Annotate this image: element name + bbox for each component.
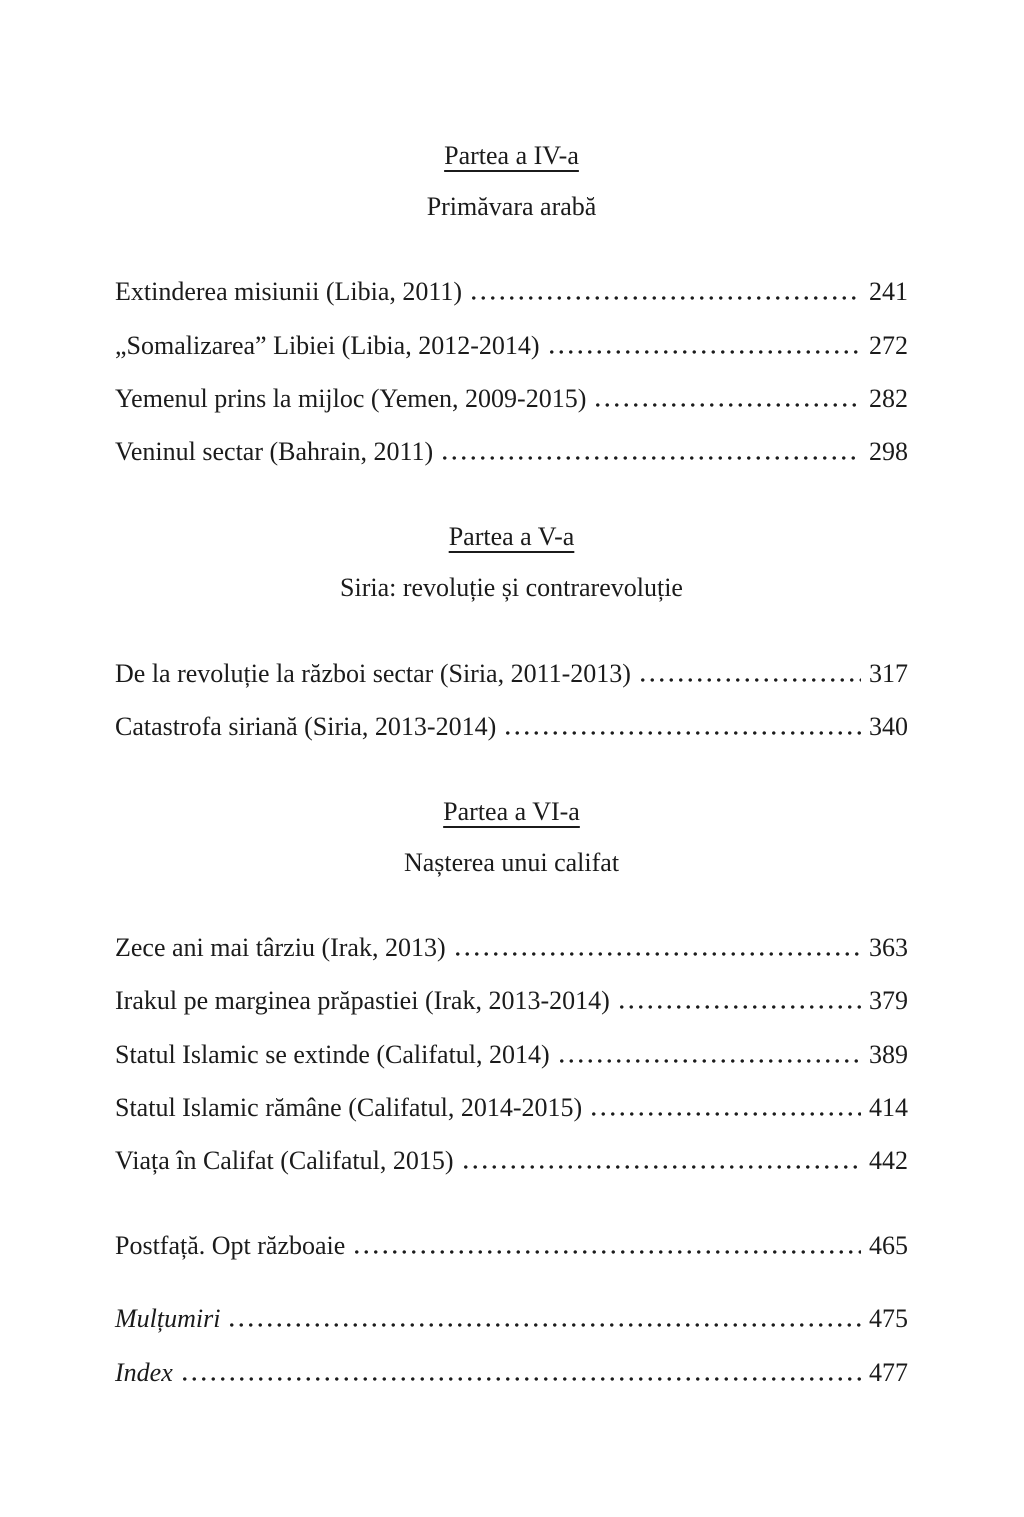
dot-leader [453, 952, 861, 956]
dot-leader [469, 296, 861, 300]
toc-entries [115, 658, 908, 742]
toc-entry [115, 330, 908, 361]
dot-leader [227, 1323, 861, 1327]
toc-entry [115, 1303, 908, 1334]
toc-entry [115, 436, 908, 467]
toc-entry-page: 465 [869, 1231, 908, 1261]
dot-leader [589, 1112, 861, 1116]
toc-entry-page: 282 [869, 383, 908, 413]
toc-entry-title: Veninul sectar (Bahrain, 2011) [115, 436, 434, 466]
dot-leader [547, 350, 861, 354]
toc-entry-page: 241 [869, 277, 908, 307]
toc-entry-title: Statul Islamic rămâne (Califatul, 2014-2015) [115, 1092, 583, 1122]
toc-entry [115, 658, 908, 689]
toc-entry-title: Zece ani mai târziu (Irak, 2013) [115, 933, 446, 963]
toc-entry-title: Postfață. Opt războaie [115, 1231, 346, 1261]
toc-entry-title: Mulțumiri [115, 1304, 221, 1334]
toc-entry-page: 379 [869, 986, 908, 1016]
dot-leader [593, 403, 861, 407]
toc-entry [115, 985, 908, 1016]
toc-entry [115, 1230, 908, 1261]
toc-entry-page: 442 [869, 1146, 908, 1175]
part-title: Primăvara arabă [426, 192, 597, 222]
back-matter [115, 1230, 908, 1261]
part-title: Siria: revoluție și contrarevoluție [340, 573, 683, 603]
toc-entries [115, 932, 908, 1176]
toc-entry [115, 276, 908, 307]
toc-entry-title: „Somalizarea” Libiei (Libia, 2012-2014) [115, 330, 540, 360]
toc-entry [115, 383, 908, 414]
part-label-text: Partea a IV-a [444, 141, 579, 170]
toc-entry-page: 414 [869, 1092, 908, 1122]
toc-entry-page: 389 [869, 1039, 908, 1069]
dot-leader [461, 1165, 861, 1169]
toc-entry-page: 475 [869, 1304, 908, 1334]
part-label-text: Partea a VI-a [443, 796, 580, 826]
toc-entry-title: Viața în Califat (Califatul, 2015) [115, 1146, 454, 1175]
toc-section-part-6 [115, 796, 908, 1176]
toc-entry-page: 317 [869, 658, 908, 688]
toc-entry [115, 1357, 908, 1388]
part-label-text: Partea a V-a [448, 522, 575, 552]
toc-entry-title: De la revoluție la război sectar (Siria, 2011-2013) [115, 658, 631, 688]
toc-section-part-5 [115, 521, 908, 742]
dot-leader [557, 1059, 861, 1063]
dot-leader [503, 731, 861, 735]
toc-entry-page: 477 [869, 1357, 908, 1387]
toc-entry [115, 1145, 908, 1176]
part-title: Nașterea unui califat [403, 848, 620, 878]
toc-entry-title: Index [115, 1357, 173, 1387]
dot-leader [180, 1377, 861, 1381]
toc-entry [115, 932, 908, 963]
toc-entry-title: Extinderea misiunii (Libia, 2011) [115, 277, 463, 307]
toc-entry-title: Irakul pe marginea prăpastiei (Irak, 2013-2014) [115, 986, 610, 1016]
toc-entries [115, 276, 908, 467]
part-label [115, 796, 908, 827]
back-matter-italic [115, 1303, 908, 1387]
part-label [115, 140, 908, 171]
toc-entry-page: 298 [869, 436, 908, 466]
dot-leader [617, 1005, 861, 1009]
toc-entry-page: 272 [869, 330, 908, 360]
toc-entry-page: 363 [869, 933, 908, 963]
toc-entry-title: Statul Islamic se extinde (Califatul, 2014) [115, 1039, 550, 1069]
part-label [115, 521, 908, 552]
dot-leader [638, 678, 861, 682]
toc-entry [115, 1092, 908, 1123]
toc-entry [115, 1039, 908, 1070]
dot-leader [440, 456, 861, 460]
toc-section-part-4 [115, 140, 908, 467]
toc-entry-title: Yemenul prins la mijloc (Yemen, 2009-2015) [115, 383, 587, 413]
toc-entry [115, 711, 908, 742]
toc-entry-page: 340 [869, 711, 908, 741]
toc-entry-title: Catastrofa siriană (Siria, 2013-2014) [115, 711, 497, 741]
dot-leader [352, 1250, 861, 1254]
